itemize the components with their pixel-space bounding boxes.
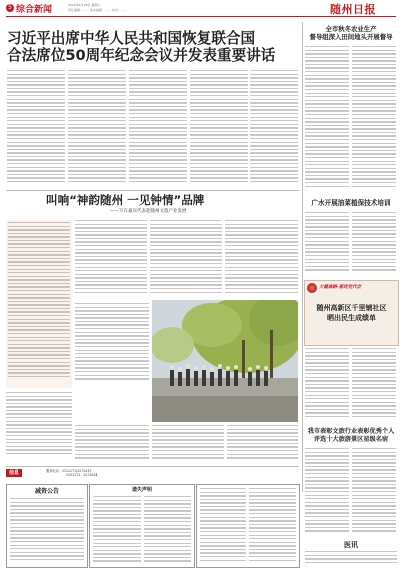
lead-headline-line1: 习近平出席中华人民共和国恢复联合国 [7, 30, 256, 47]
date-line: 2024年6月29日 星期六 [68, 3, 101, 7]
ad-left-body [10, 498, 84, 564]
ad-left-title: 减资公告 [34, 488, 59, 495]
banner-body-col2 [352, 348, 396, 424]
right-top-headline [305, 25, 397, 41]
lead-body-col2 [68, 70, 126, 186]
feature-body-col7 [227, 425, 298, 465]
banner-box [304, 280, 399, 346]
banner-headline-line1: 随州高新区千里铺社区 [316, 303, 387, 312]
city-news-body-col1 [305, 448, 349, 538]
right-top-body-col2 [352, 46, 396, 194]
page-number-badge: 5 [6, 4, 14, 12]
lead-body-col3 [129, 70, 187, 186]
feature-body-col6 [152, 425, 224, 465]
banner-slogan: 大健康路·喜迎党代会 [319, 285, 362, 290]
feature-top-rule [6, 190, 299, 191]
lead-body-col5 [250, 70, 298, 186]
right-top-headline-line2: 督导组深入田间地头开展督导 [309, 33, 393, 41]
ads-phone-caption: 服务电话：3122271/3272819 [46, 469, 92, 473]
ad-right-body-col2 [249, 488, 296, 564]
banner-body-col1 [305, 348, 349, 424]
notice-title: 医讯 [344, 540, 358, 549]
ad-box-mid [89, 484, 195, 568]
ads-top-rule [6, 466, 299, 467]
feature-photo [152, 300, 298, 422]
left-column-text [6, 392, 72, 462]
right-mid-body-col1 [305, 212, 349, 276]
feature-sidebar-text [8, 222, 70, 384]
city-news-headline [305, 428, 397, 444]
ads-header [6, 468, 299, 480]
ad-mid-title: 遗失声明 [131, 487, 152, 493]
editor-line: 责任编辑：…… 美术编辑：…… 校对：…… [68, 8, 127, 12]
right-top-body-col1 [305, 46, 349, 194]
feature-body-col5 [75, 425, 149, 465]
lead-headline-line2: 合法席位50周年纪念会议并发表重要讲话 [7, 47, 276, 64]
lead-headline [7, 30, 297, 64]
banner-headline-line2: 晒出民生成绩单 [327, 313, 376, 322]
city-news-headline-line1: 我市表彰文旅行业表彰优秀个人 [307, 428, 395, 435]
right-mid-body-col2 [352, 212, 396, 276]
right-mid-headline: 广水开展油菜植保技术培训 [311, 199, 391, 207]
ads-phone-numbers: 3331273 · 3273634 [66, 473, 98, 477]
ad-box-left [6, 484, 88, 568]
city-news-body-col2 [352, 448, 396, 538]
ads-label: 信息 [6, 469, 22, 477]
feature-body-col2 [150, 220, 222, 300]
ad-mid-body-col1 [93, 496, 141, 564]
column-divider [302, 22, 303, 492]
feature-headline: 叫响“神韵随州 一见钟情”品牌 [46, 193, 205, 207]
city-news-headline-line2: 评选十大旅游景区星级名宿 [313, 436, 389, 443]
ad-right-body-col1 [200, 488, 246, 564]
banner-headline [307, 303, 396, 323]
banner-decoration-icon [307, 283, 317, 293]
section-title: 综合新闻 [16, 5, 53, 15]
feature-body-col3 [225, 220, 298, 300]
right-top-headline-line1: 全市秋冬农业生产 [325, 25, 377, 33]
notice-body [305, 551, 397, 567]
park-scene-image [152, 300, 298, 422]
feature-subheadline: ——写在嘉宾代表赴随州文旅产业发展 [110, 209, 187, 214]
ad-mid-body-col2 [144, 496, 191, 564]
feature-body-col4 [75, 303, 149, 387]
lead-body-col4 [190, 70, 248, 186]
lead-body-col1 [7, 70, 65, 186]
paper-logo: 随州日报 [330, 3, 376, 16]
ad-box-right [196, 484, 300, 568]
feature-body-col1 [75, 220, 147, 300]
feature-sidebar [6, 220, 72, 388]
masthead-rule [6, 16, 396, 17]
